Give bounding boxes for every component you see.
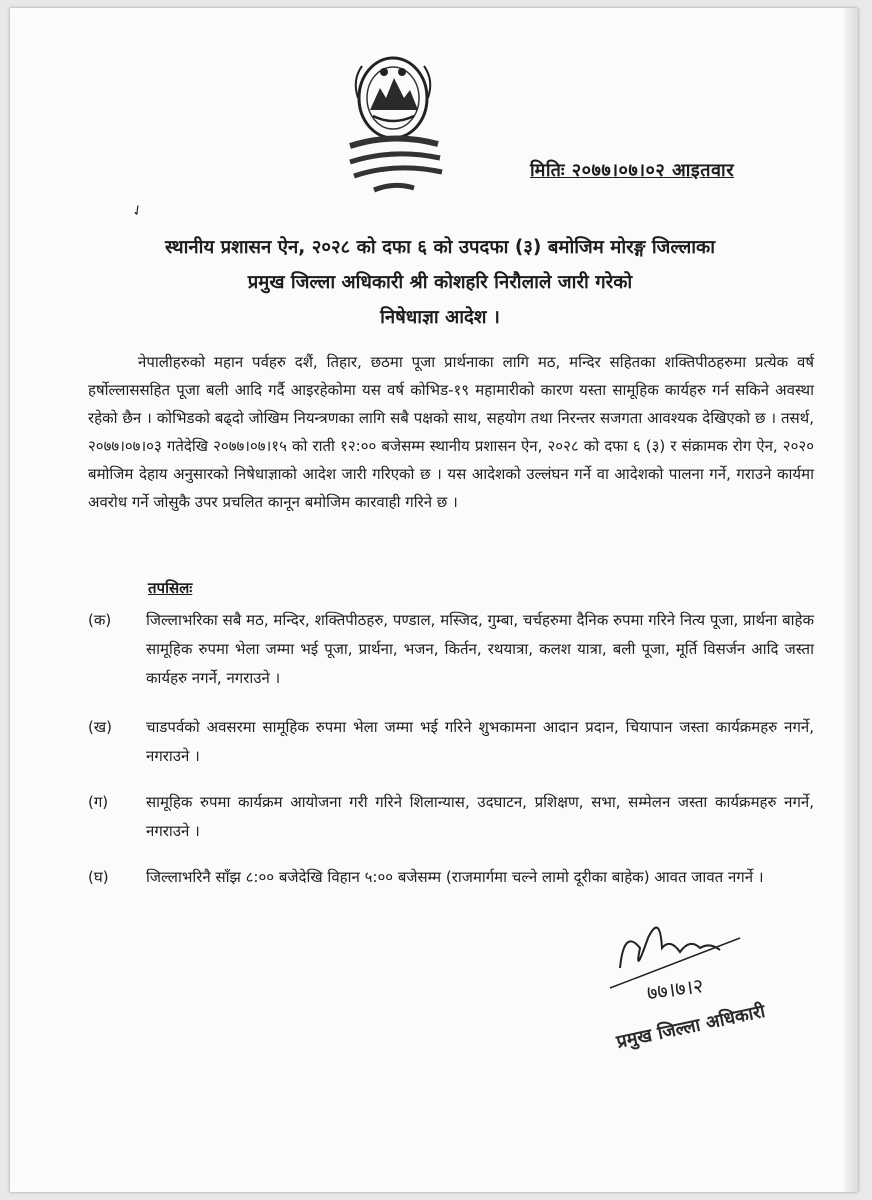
item-text: सामूहिक रुपमा कार्यक्रम आयोजना गरी गरिने शिलान्यास, उदघाटन, प्रशिक्षण, सभा, सम्मेलन जस्ता कार्यक्रमहरु नगर्ने, नगराउने । <box>146 793 814 840</box>
nepal-government-emblem <box>328 50 458 200</box>
title-line-3: निषेधाज्ञा आदेश । <box>380 307 500 328</box>
page-edge-shadow <box>844 8 858 1192</box>
order-title <box>70 230 810 335</box>
schedule-heading: तपसिलः <box>148 579 193 597</box>
item-marker: (ग) <box>88 793 109 811</box>
item-text: जिल्लाभरिनै साँझ ८:०० बजेदेखि विहान ५:०० बजेसम्म (राजमार्गमा चल्ने लामो दूरीका बाहेक) आवत जावत नगर्ने । <box>146 868 764 886</box>
order-item-kha <box>88 713 814 771</box>
item-marker: (घ) <box>88 868 109 886</box>
title-line-2: प्रमुख जिल्ला अधिकारी श्री कोशहरि निरौलाले जारी गरेको <box>247 272 633 293</box>
title-line-1: स्थानीय प्रशासन ऐन, २०२८ को दफा ६ को उपदफा (३) बमोजिम मोरङ्ग जिल्लाका <box>164 237 716 258</box>
item-marker: (क) <box>88 611 112 629</box>
order-item-gha <box>88 863 814 892</box>
item-text: जिल्लाभरिका सबै मठ, मन्दिर, शक्तिपीठहरु, पण्डाल, मस्जिद, गुम्बा, चर्चहरुमा दैनिक रुपमा गरिने नित्य पूजा, प्रार्थना बाहेक सामूहिक रुपमा भेला जम्मा भई पूजा, प्रार्थना, भजन, किर्तन, रथयात्रा, कलश यात्रा, बली पूजा, मूर्ति विसर्जन आदि जस्ता कार्यहरु नगर्ने, नगराउने । <box>146 611 814 687</box>
order-item-ga <box>88 788 814 846</box>
item-marker: (ख) <box>88 718 112 736</box>
intro-paragraph: नेपालीहरुको महान पर्वहरु दशैं, तिहार, छठमा पूजा प्रार्थनाका लागि मठ, मन्दिर सहितका शक्तिपीठहरुमा प्रत्येक वर्ष हर्षोल्लाससहित पूजा बली आदि गर्दै आइरहेकोमा यस वर्ष कोभिड-१९ महामारीको कारण यस्ता सामूहिक कार्यहरु गर्न सकिने अवस्था रहेको छैन । कोभिडको बढ्दो जोखिम नियन्त्रणका लागि सबै पक्षको साथ, सहयोग तथा निरन्तर सजगता आवश्यक देखिएको छ । तसर्थ, २०७७।०७।०३ गतेदेखि २०७७।०७।१५ को राती १२:०० बजेसम्म स्थानीय प्रशासन ऐन, २०२८ को दफा ६ (३) र संक्रामक रोग ऐन, २०२० बमोजिम देहाय अनुसारको निषेधाज्ञाको आदेश जारी गरिएको छ । यस आदेशको उल्लंघन गर्ने वा आदेशको पालना गर्ने, गराउने कार्यमा अवरोध गर्ने जोसुकै उपर प्रचलित कानून बमोजिम कारवाही गरिने छ । <box>88 353 814 511</box>
order-item-ka <box>88 606 814 693</box>
stray-mark: ✓ <box>128 201 147 221</box>
svg-text:७७।७।२: ७७।७।२ <box>645 973 705 1005</box>
order-date: मितिः २०७७।०७।०२ आइतवार <box>530 160 735 181</box>
item-text: चाडपर्वको अवसरमा सामूहिक रुपमा भेला जम्मा भई गरिने शुभकामना आदान प्रदान, चियापान जस्ता कार्यक्रमहरु नगर्ने, नगराउने । <box>146 718 814 765</box>
document-page <box>10 8 858 1192</box>
svg-text:प्रमुख जिल्ला अधिकारी: प्रमुख जिल्ला अधिकारी <box>614 1000 767 1053</box>
cdo-signature-stamp <box>600 908 830 1068</box>
